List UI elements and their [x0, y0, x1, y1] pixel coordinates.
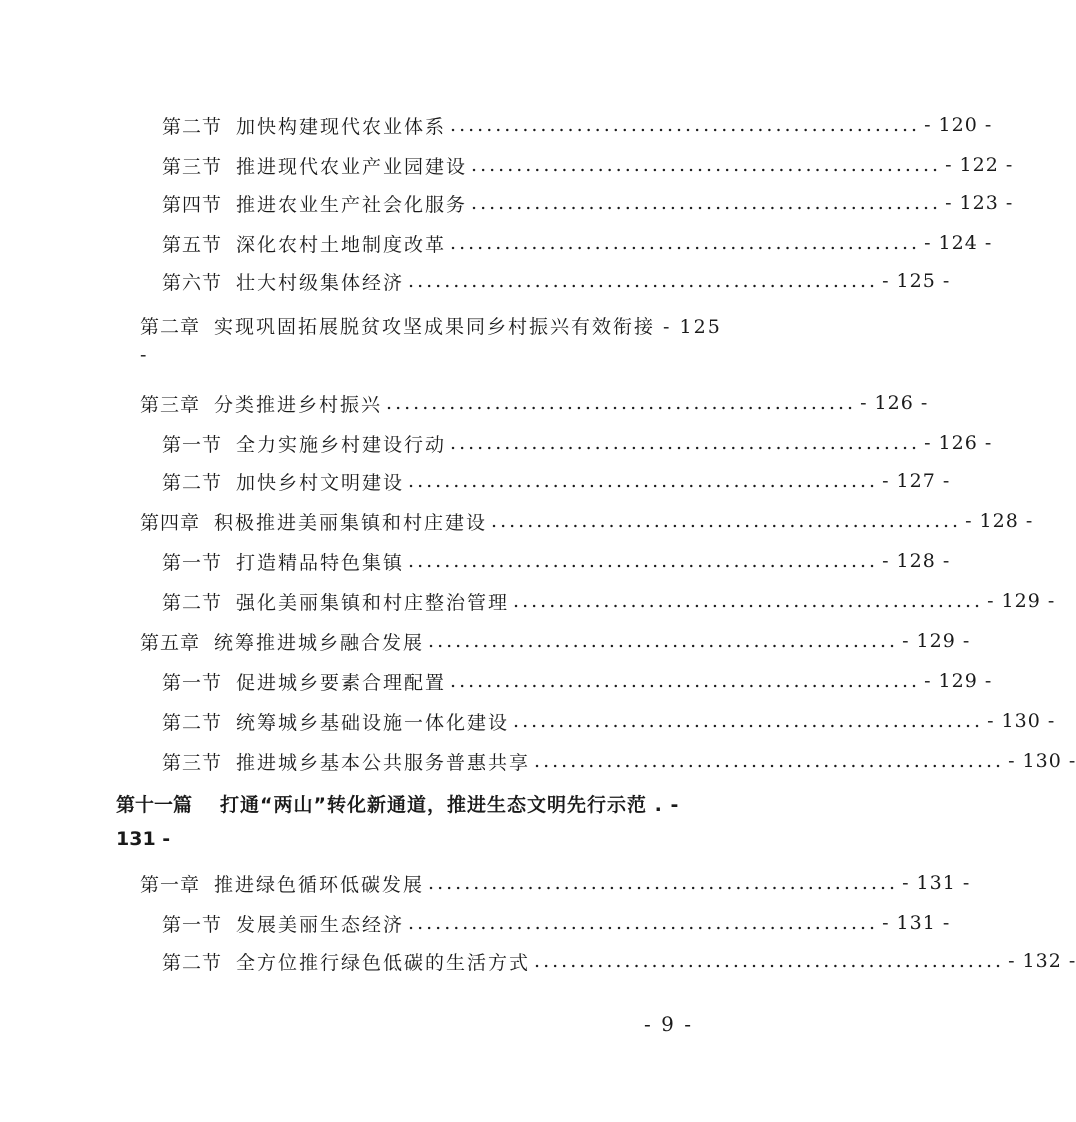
- toc-part-entry[interactable]: [116, 786, 692, 820]
- dot-leader: ....................................................: [408, 550, 879, 572]
- entry-title: 壮大村级集体经济: [236, 271, 405, 294]
- entry-title: 全力实施乡村建设行动: [236, 433, 447, 456]
- entry-page: - 129 -: [987, 590, 1056, 612]
- toc-entry[interactable]: [140, 386, 929, 420]
- entry-label: 第一节: [162, 433, 223, 456]
- entry-title: 加快乡村文明建设: [236, 471, 405, 494]
- entry-page: - 124 -: [924, 232, 993, 254]
- entry-page: - 123 -: [945, 192, 1014, 214]
- entry-title: 促进城乡要素合理配置: [236, 671, 447, 694]
- toc-entry[interactable]: [162, 704, 1056, 738]
- entry-title: 加快构建现代农业体系: [236, 115, 447, 138]
- dot-leader: ....................................................: [471, 192, 942, 214]
- entry-title: 强化美丽集镇和村庄整治管理: [236, 591, 510, 614]
- entry-label: 第六节: [162, 271, 223, 294]
- part-continuation: 131 -: [116, 828, 171, 850]
- dot-leader: ....................................................: [428, 872, 899, 894]
- entry-title: 分类推进乡村振兴: [214, 393, 383, 416]
- entry-title: 推进农业生产社会化服务: [236, 193, 468, 216]
- dot-leader: ....................................................: [513, 710, 984, 732]
- entry-label: 第一节: [162, 913, 223, 936]
- dot-leader: ....................................................: [534, 950, 1005, 972]
- entry-page: - 129 -: [902, 630, 971, 652]
- entry-page: - 122 -: [945, 154, 1014, 176]
- entry-title: 积极推进美丽集镇和村庄建设: [214, 511, 488, 534]
- dot-leader: ....................................................: [386, 392, 857, 414]
- entry-title: 推进绿色循环低碳发展: [214, 873, 425, 896]
- toc-entry[interactable]: [162, 584, 1056, 618]
- entry-label: 第一节: [162, 551, 223, 574]
- dot-leader: ....................................................: [450, 232, 921, 254]
- entry-page: - 130 -: [987, 710, 1056, 732]
- part-label: 第十一篇: [116, 793, 193, 816]
- dot-leader: ....................................................: [408, 270, 879, 292]
- entry-page: - 125 -: [882, 270, 951, 292]
- entry-label: 第五节: [162, 233, 223, 256]
- toc-entry[interactable]: [162, 264, 951, 298]
- toc-entry[interactable]: [162, 544, 951, 578]
- toc-entry[interactable]: [162, 148, 1014, 182]
- entry-label: 第二节: [162, 951, 223, 974]
- entry-label: 第二节: [162, 115, 223, 138]
- entry-title: 统筹推进城乡融合发展: [214, 631, 425, 654]
- entry-title: 统筹城乡基础设施一体化建设: [236, 711, 510, 734]
- dot-leader: ....................................................: [471, 154, 942, 176]
- entry-page: - 131 -: [882, 912, 951, 934]
- entry-title: 全方位推行绿色低碳的生活方式: [236, 951, 531, 974]
- entry-page: - 126 -: [860, 392, 929, 414]
- dot-leader: ....................................................: [534, 750, 1005, 772]
- entry-label: 第二节: [162, 711, 223, 734]
- toc-entry[interactable]: [162, 226, 993, 260]
- dot-leader: ....................................................: [450, 114, 921, 136]
- entry-label: 第五章: [140, 631, 201, 654]
- entry-label: 第二节: [162, 591, 223, 614]
- entry-page: - 128 -: [882, 550, 951, 572]
- dot-leader: ....................................................: [450, 432, 921, 454]
- entry-page: - 126 -: [924, 432, 993, 454]
- toc-entry[interactable]: [162, 906, 951, 940]
- entry-page: - 128 -: [965, 510, 1034, 532]
- entry-page: - 127 -: [882, 470, 951, 492]
- dot-leader: ....................................................: [408, 470, 879, 492]
- toc-entry-wrapped[interactable]: [140, 308, 722, 342]
- entry-label: 第二章: [140, 315, 201, 338]
- entry-label: 第三节: [162, 155, 223, 178]
- entry-label: 第一章: [140, 873, 201, 896]
- dot-leader: ....................................................: [491, 510, 962, 532]
- entry-title: 推进城乡基本公共服务普惠共享: [236, 751, 531, 774]
- toc-entry[interactable]: [162, 426, 993, 460]
- entry-label: 第三节: [162, 751, 223, 774]
- entry-title: 打造精品特色集镇: [236, 551, 405, 574]
- entry-label: 第一节: [162, 671, 223, 694]
- part-title: 打通“两山”转化新通道，推进生态文明先行示范 . -: [220, 793, 680, 816]
- entry-page: - 120 -: [924, 114, 993, 136]
- entry-title: 发展美丽生态经济: [236, 913, 405, 936]
- toc-entry[interactable]: [140, 504, 1034, 538]
- entry-label: 第四章: [140, 511, 201, 534]
- dot-leader: ....................................................: [428, 630, 899, 652]
- toc-entry[interactable]: [162, 186, 1014, 220]
- entry-label: 第三章: [140, 393, 201, 416]
- entry-page: - 129 -: [924, 670, 993, 692]
- toc-entry[interactable]: [162, 664, 993, 698]
- entry-title: 深化农村土地制度改革: [236, 233, 447, 256]
- toc-entry[interactable]: [162, 108, 993, 142]
- dot-leader: ....................................................: [513, 590, 984, 612]
- dot-leader: ....................................................: [408, 912, 879, 934]
- toc-entry[interactable]: [140, 624, 971, 658]
- page-number: - 9 -: [644, 1012, 693, 1036]
- entry-page: - 130 -: [1008, 750, 1076, 772]
- toc-entry[interactable]: [162, 464, 951, 498]
- entry-continuation: -: [140, 344, 147, 366]
- entry-label: 第二节: [162, 471, 223, 494]
- entry-page: - 132 -: [1008, 950, 1076, 972]
- entry-page: - 131 -: [902, 872, 971, 894]
- toc-entry[interactable]: [162, 744, 1076, 778]
- toc-entry[interactable]: [140, 866, 971, 900]
- entry-title: 推进现代农业产业园建设: [236, 155, 468, 178]
- entry-title: 实现巩固拓展脱贫攻坚成果同乡村振兴有效衔接 - 125: [214, 315, 722, 338]
- dot-leader: ....................................................: [450, 670, 921, 692]
- toc-entry[interactable]: [162, 944, 1076, 978]
- entry-label: 第四节: [162, 193, 223, 216]
